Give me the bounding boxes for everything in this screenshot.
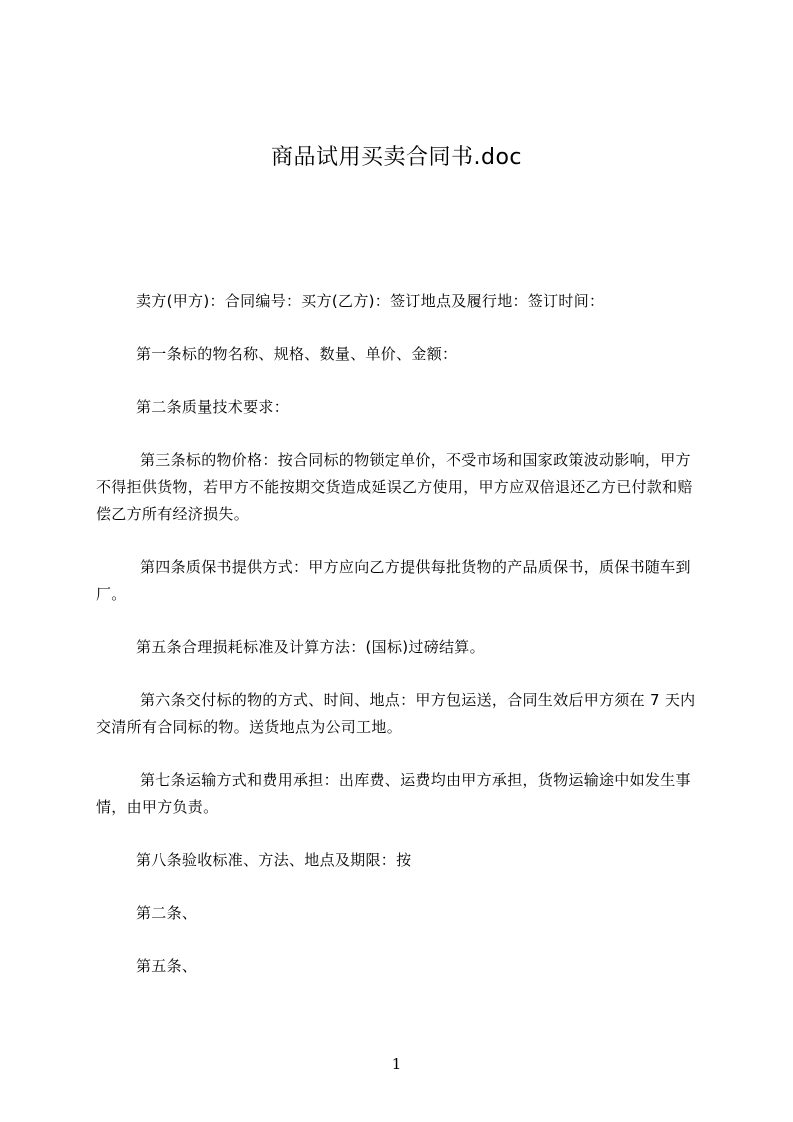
paragraph-article-2: 第二条质量技术要求： — [136, 398, 290, 416]
paragraph-article-1: 第一条标的物名称、规格、数量、单价、金额： — [136, 345, 458, 363]
paragraph-article-8: 第八条验收标准、方法、地点及期限：按 — [136, 851, 412, 869]
paragraph-article-4: 第四条质保书提供方式：甲方应向乙方提供每批货物的产品质保书，质保书随车到厂。 — [96, 558, 691, 603]
paragraph-article-6: 第六条交付标的物的方式、时间、地点：甲方包运送，合同生效后甲方须在 7 天内交清所有合同标的物。送货地点为公司工地。 — [96, 691, 696, 736]
paragraph-article-5: 第五条合理损耗标准及计算方法：(国标)过磅结算。 — [136, 638, 485, 656]
document-title: 商品试用买卖合同书.doc — [270, 145, 522, 170]
page-number: 1 — [391, 1055, 402, 1073]
paragraph-reference-5: 第五条、 — [136, 957, 198, 975]
paragraph-reference-2: 第二条、 — [136, 904, 198, 922]
paragraph-article-3: 第三条标的物价格：按合同标的物锁定单价，不受市场和国家政策波动影响，甲方不得拒供货物，若甲方不能按期交货造成延误乙方使用，甲方应双倍退还乙方已付款和赔偿乙方所有经济损失。 — [96, 451, 693, 523]
paragraph-article-7: 第七条运输方式和费用承担：出库费、运费均由甲方承担，货物运输途中如发生事情，由甲方负责。 — [96, 771, 691, 816]
paragraph-parties: 卖方(甲方)：合同编号：买方(乙方)：签订地点及履行地：签订时间： — [136, 292, 605, 310]
